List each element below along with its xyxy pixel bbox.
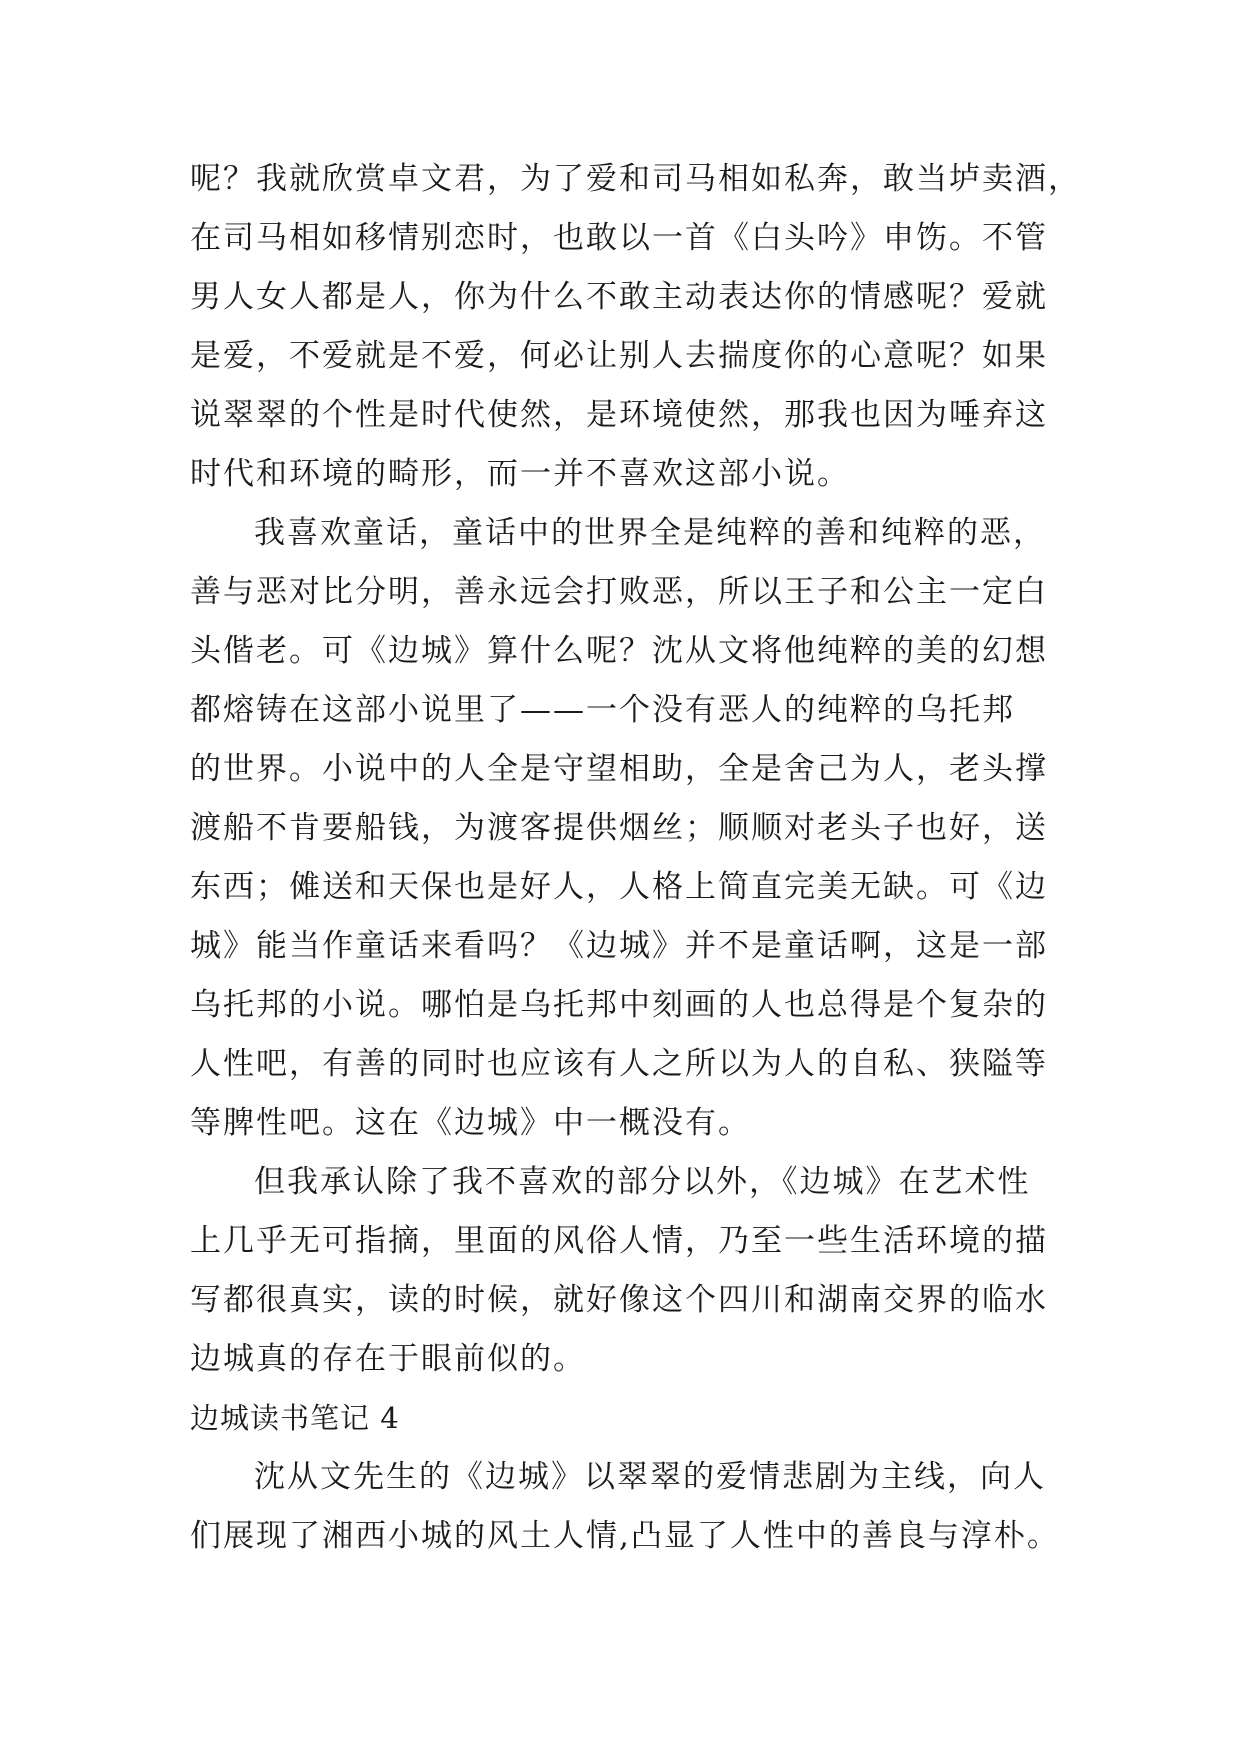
text-line: 等脾性吧。这在《边城》中一概没有。: [190, 1105, 751, 1141]
text-line: 善与恶对比分明，善永远会打败恶，所以王子和公主一定白: [190, 574, 1048, 610]
text-line: 男人女人都是人，你为什么不敢主动表达你的情感呢？爱就: [190, 279, 1048, 315]
document-body: [190, 150, 1081, 1566]
paragraph: [190, 504, 1050, 1153]
text-line: 是爱，不爱就是不爱，何必让别人去揣度你的心意呢？如果: [190, 338, 1048, 374]
text-line: 东西；傩送和天保也是好人，人格上简直完美无缺。可《边: [190, 869, 1048, 905]
text-line: 呢？我就欣赏卓文君，为了爱和司马相如私奔，敢当垆卖酒，: [190, 161, 1081, 197]
text-line: 我喜欢童话，童话中的世界全是纯粹的善和纯粹的恶，: [254, 515, 1046, 551]
text-line: 的世界。小说中的人全是守望相助，全是舍己为人，老头撑: [190, 751, 1048, 787]
text-line: 人性吧，有善的同时也应该有人之所以为人的自私、狭隘等: [190, 1046, 1048, 1082]
text-line: 沈从文先生的《边城》以翠翠的爱情悲剧为主线，向人: [254, 1459, 1046, 1495]
paragraph: [190, 150, 1081, 504]
text-line: 头偕老。可《边城》算什么呢？沈从文将他纯粹的美的幻想: [190, 633, 1048, 669]
text-line: 边城真的存在于眼前似的。: [190, 1341, 586, 1377]
text-line: 乌托邦的小说。哪怕是乌托邦中刻画的人也总得是个复杂的: [190, 987, 1048, 1023]
text-line: 们展现了湘西小城的风土人情,凸显了人性中的善良与淳朴。: [190, 1518, 1060, 1554]
text-line: 在司马相如移情别恋时，也敢以一首《白头吟》申饬。不管: [190, 220, 1048, 256]
section-heading: 边城读书笔记 4: [190, 1401, 400, 1435]
text-line: 写都很真实，读的时候，就好像这个四川和湖南交界的临水: [190, 1282, 1048, 1318]
text-line: 都熔铸在这部小说里了——一个没有恶人的纯粹的乌托邦: [190, 692, 1015, 728]
paragraph: [190, 1153, 1050, 1389]
text-line: 时代和环境的畸形，而一并不喜欢这部小说。: [190, 456, 850, 492]
text-line: 渡船不肯要船钱，为渡客提供烟丝；顺顺对老头子也好，送: [190, 810, 1048, 846]
text-line: 但我承认除了我不喜欢的部分以外，《边城》在艺术性: [254, 1164, 1031, 1200]
paragraph: [190, 1448, 1060, 1566]
text-line: 上几乎无可指摘，里面的风俗人情，乃至一些生活环境的描: [190, 1223, 1048, 1259]
text-line: 说翠翠的个性是时代使然，是环境使然，那我也因为唾弃这: [190, 397, 1048, 433]
text-line: 城》能当作童话来看吗？《边城》并不是童话啊，这是一部: [190, 928, 1048, 964]
